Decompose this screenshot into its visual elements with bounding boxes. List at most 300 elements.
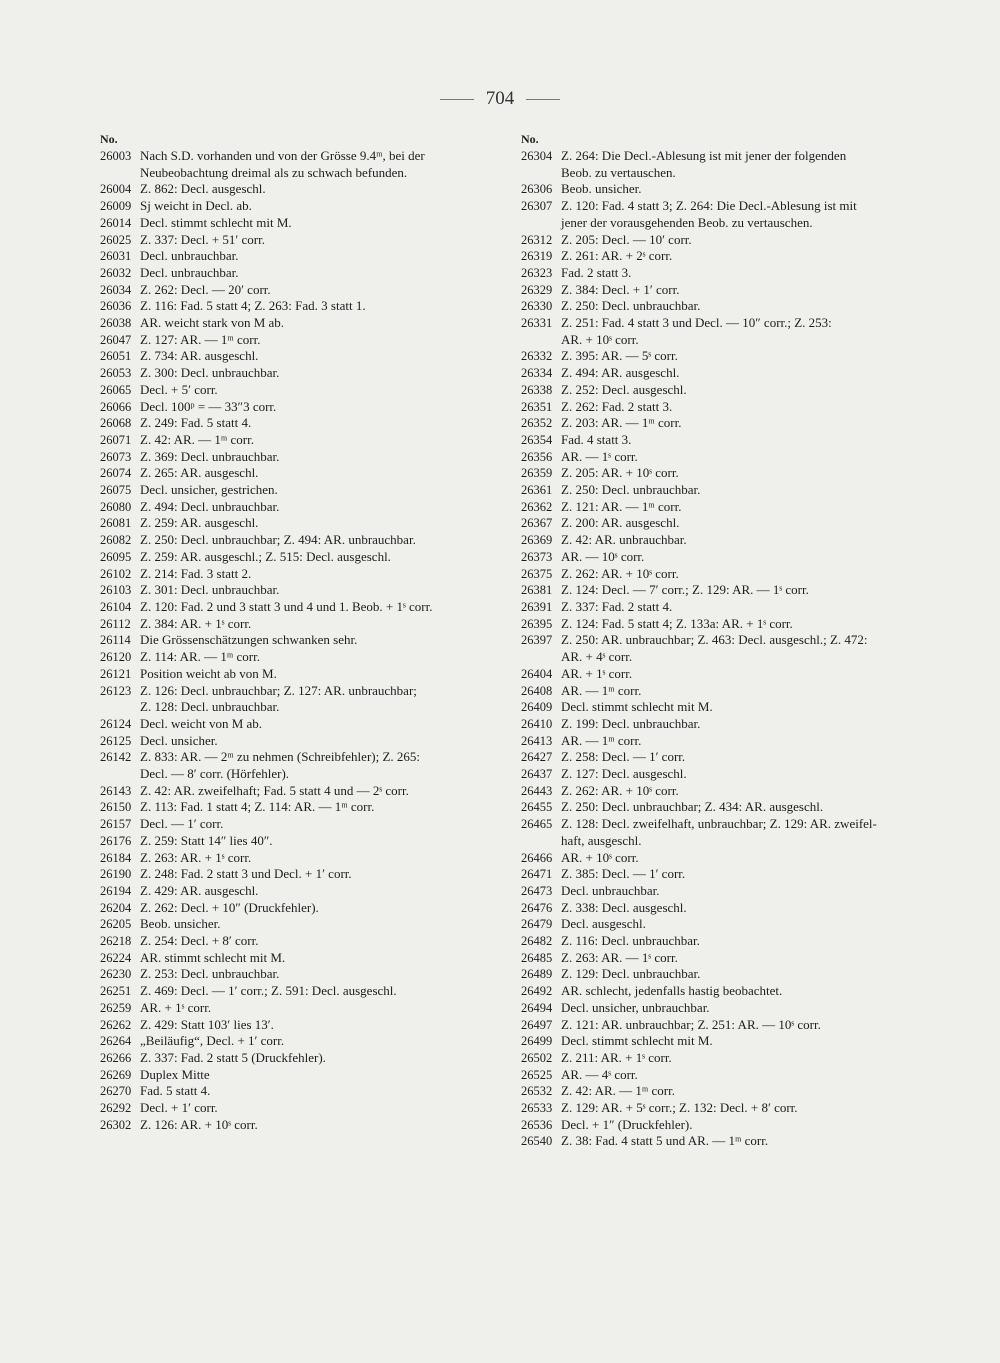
- note-entry: [521, 632, 923, 665]
- note-entry: [521, 566, 923, 583]
- note-line: Z. 124: Fad. 5 statt 4; Z. 133a: AR. + 1ˢ corr.: [561, 615, 793, 631]
- star-number: 26332: [521, 349, 553, 364]
- star-number: 26369: [521, 533, 553, 548]
- star-number: 26103: [100, 583, 132, 598]
- note-line: Z. 42: AR. — 1ᵐ corr.: [561, 1083, 675, 1099]
- note-text: [140, 616, 500, 633]
- note-entry: [100, 1050, 500, 1067]
- note-text: [140, 599, 500, 616]
- note-entry: [521, 866, 923, 883]
- note-line: Z. 250: Decl. unbrauchbar.: [561, 298, 701, 314]
- note-entry: [521, 549, 923, 566]
- note-line: Z. 254: Decl. + 8′ corr.: [140, 933, 259, 949]
- star-number: 26476: [521, 900, 553, 915]
- note-line: Z. 262: AR. + 10ˢ corr.: [561, 565, 679, 581]
- right-column-header: No.: [521, 132, 539, 146]
- note-line: haft, ausgeschl.: [561, 832, 642, 848]
- note-entry: [100, 1117, 500, 1134]
- note-line: Decl. + 1″ (Druckfehler).: [561, 1116, 693, 1132]
- note-line: Decl. stimmt schlecht mit M.: [140, 214, 292, 230]
- note-line: Z. 128: Decl. unbrauchbar.: [140, 699, 280, 715]
- note-entry: [521, 766, 923, 783]
- star-number: 26408: [521, 683, 553, 698]
- note-entry: [100, 198, 500, 215]
- note-line: Z. 129: Decl. unbrauchbar.: [561, 966, 701, 982]
- note-line: Z. 126: AR. + 10ˢ corr.: [140, 1116, 258, 1132]
- note-entry: [521, 816, 923, 849]
- note-line: Z. 121: AR. unbrauchbar; Z. 251: AR. — 10ˢ corr.: [561, 1016, 821, 1032]
- note-line: AR. + 1ˢ corr.: [561, 665, 633, 681]
- note-line: Z. 127: Decl. ausgeschl.: [561, 766, 687, 782]
- note-text: [140, 181, 500, 198]
- note-line: Z. 369: Decl. unbrauchbar.: [140, 448, 280, 464]
- note-entry: [521, 181, 923, 198]
- note-text: [561, 1000, 923, 1017]
- star-number: 26009: [100, 199, 132, 214]
- page-header: [0, 88, 1000, 110]
- star-number: 26104: [100, 599, 132, 614]
- note-line: AR. stimmt schlecht mit M.: [140, 949, 286, 965]
- star-number: 26230: [100, 967, 132, 982]
- star-number: 26354: [521, 432, 553, 447]
- note-entry: [521, 482, 923, 499]
- note-entry: [100, 232, 500, 249]
- note-entry: [100, 532, 500, 549]
- note-line: Duplex Mitte: [140, 1066, 210, 1082]
- note-entry: [521, 616, 923, 633]
- note-text: [561, 399, 923, 416]
- note-entry: [521, 232, 923, 249]
- note-text: [561, 683, 923, 700]
- note-entry: [100, 248, 500, 265]
- note-text: [561, 482, 923, 499]
- note-text: [561, 432, 923, 449]
- note-entry: [521, 298, 923, 315]
- star-number: 26381: [521, 583, 553, 598]
- note-text: [140, 549, 500, 566]
- star-number: 26306: [521, 182, 553, 197]
- note-text: [140, 1017, 500, 1034]
- note-line: Z. 211: AR. + 1ˢ corr.: [561, 1049, 672, 1065]
- note-text: [140, 348, 500, 365]
- note-entry: [100, 1100, 500, 1117]
- note-text: [561, 465, 923, 482]
- star-number: 26471: [521, 867, 553, 882]
- note-entry: [100, 816, 500, 833]
- note-entry: [100, 599, 500, 616]
- note-entry: [100, 916, 500, 933]
- note-entry: [100, 382, 500, 399]
- note-entry: [100, 933, 500, 950]
- note-text: [561, 232, 923, 249]
- note-line: Z. 205: Decl. — 10′ corr.: [561, 231, 692, 247]
- star-number: 26497: [521, 1017, 553, 1032]
- note-text: [140, 482, 500, 499]
- left-column: [100, 130, 500, 1133]
- note-text: [561, 799, 923, 816]
- star-number: 26251: [100, 984, 132, 999]
- note-entry: [521, 582, 923, 599]
- note-text: [140, 365, 500, 382]
- note-entry: [100, 415, 500, 432]
- star-number: 26025: [100, 232, 132, 247]
- note-line: Z. 259: Statt 14″ lies 40″.: [140, 832, 273, 848]
- star-number: 26485: [521, 950, 553, 965]
- note-line: Decl. ausgeschl.: [561, 916, 646, 932]
- header-rule-left: [440, 99, 474, 100]
- note-text: [140, 783, 500, 800]
- note-text: [140, 382, 500, 399]
- note-entry: [100, 950, 500, 967]
- note-entry: [521, 733, 923, 750]
- note-text: [561, 148, 923, 181]
- star-number: 26331: [521, 316, 553, 331]
- star-number: 26224: [100, 950, 132, 965]
- star-number: 26036: [100, 299, 132, 314]
- note-line: Z. 250: Decl. unbrauchbar.: [561, 482, 701, 498]
- note-line: Decl. unbrauchbar.: [140, 248, 239, 264]
- note-entry: [100, 683, 500, 716]
- note-line: Z. 42: AR. zweifelhaft; Fad. 5 statt 4 und — 2ˢ corr.: [140, 782, 409, 798]
- note-entry: [521, 348, 923, 365]
- note-line: Z. 250: AR. unbrauchbar; Z. 463: Decl. ausgeschl.; Z. 472:: [561, 632, 868, 648]
- star-number: 26269: [100, 1067, 132, 1082]
- star-number: 26540: [521, 1134, 553, 1149]
- note-line: Z. 199: Decl. unbrauchbar.: [561, 715, 701, 731]
- note-entry: [100, 332, 500, 349]
- star-number: 26356: [521, 449, 553, 464]
- star-number: 26143: [100, 783, 132, 798]
- star-number: 26266: [100, 1050, 132, 1065]
- note-line: Z. 121: AR. — 1ᵐ corr.: [561, 498, 682, 514]
- note-entry: [100, 1067, 500, 1084]
- note-line: Z. 265: AR. ausgeschl.: [140, 465, 259, 481]
- note-text: [140, 733, 500, 750]
- note-entry: [100, 983, 500, 1000]
- star-number: 26465: [521, 817, 553, 832]
- note-entry: [100, 616, 500, 633]
- star-number: 26259: [100, 1000, 132, 1015]
- star-number: 26525: [521, 1067, 553, 1082]
- note-entry: [100, 850, 500, 867]
- star-number: 26047: [100, 332, 132, 347]
- star-number: 26455: [521, 800, 553, 815]
- note-line: AR. — 4ˢ corr.: [561, 1066, 638, 1082]
- note-entry: [521, 382, 923, 399]
- star-number: 26204: [100, 900, 132, 915]
- note-entry: [521, 365, 923, 382]
- note-entry: [100, 632, 500, 649]
- note-entry: [100, 399, 500, 416]
- note-entry: [100, 315, 500, 332]
- star-number: 26351: [521, 399, 553, 414]
- note-line: jener der vorausgehenden Beob. zu vertauschen.: [561, 214, 813, 230]
- note-line: Sj weicht in Decl. ab.: [140, 198, 252, 214]
- star-number: 26304: [521, 149, 553, 163]
- note-entry: [100, 482, 500, 499]
- note-entry: [100, 549, 500, 566]
- note-line: Decl. weicht von M ab.: [140, 715, 263, 731]
- note-text: [561, 816, 923, 849]
- note-line: Position weicht ab von M.: [140, 665, 277, 681]
- star-number: 26362: [521, 499, 553, 514]
- star-number: 26051: [100, 349, 132, 364]
- note-line: Z. 833: AR. — 2ᵐ zu nehmen (Schreibfehler); Z. 265:: [140, 749, 421, 765]
- note-entry: [521, 198, 923, 231]
- star-number: 26262: [100, 1017, 132, 1032]
- note-entry: [100, 749, 500, 782]
- star-number: 26073: [100, 449, 132, 464]
- note-line: Decl. stimmt schlecht mit M.: [561, 1033, 713, 1049]
- note-text: [140, 298, 500, 315]
- note-entry: [521, 799, 923, 816]
- note-text: [140, 432, 500, 449]
- note-text: [561, 883, 923, 900]
- note-line: Fad. 2 statt 3.: [561, 264, 632, 280]
- note-line: Z. 249: Fad. 5 statt 4.: [140, 415, 252, 431]
- note-line: Z. 429: AR. ausgeschl.: [140, 882, 259, 898]
- note-text: [561, 966, 923, 983]
- note-text: [561, 265, 923, 282]
- note-text: [561, 1033, 923, 1050]
- star-number: 26142: [100, 750, 132, 765]
- note-text: [561, 933, 923, 950]
- note-text: [561, 1100, 923, 1117]
- note-line: Z. 259: AR. ausgeschl.; Z. 515: Decl. ausgeschl.: [140, 548, 391, 564]
- note-entry: [100, 449, 500, 466]
- note-text: [140, 449, 500, 466]
- star-number: 26443: [521, 783, 553, 798]
- note-entry: [100, 348, 500, 365]
- star-number: 26066: [100, 399, 132, 414]
- note-text: [561, 699, 923, 716]
- star-number: 26123: [100, 683, 132, 698]
- note-entry: [100, 866, 500, 883]
- note-line: Decl. unsicher.: [140, 732, 218, 748]
- note-line: Z. 494: Decl. unbrauchbar.: [140, 498, 280, 514]
- star-number: 26532: [521, 1084, 553, 1099]
- star-number: 26361: [521, 483, 553, 498]
- right-column: [521, 130, 923, 1150]
- note-text: [561, 783, 923, 800]
- note-text: [561, 532, 923, 549]
- note-text: [140, 1100, 500, 1117]
- note-line: AR. — 10ˢ corr.: [561, 548, 645, 564]
- note-text: [561, 248, 923, 265]
- note-text: [561, 616, 923, 633]
- note-entry: [100, 365, 500, 382]
- note-entry: [100, 900, 500, 917]
- note-text: [561, 866, 923, 883]
- star-number: 26095: [100, 549, 132, 564]
- note-text: [561, 916, 923, 933]
- note-entry: [100, 566, 500, 583]
- left-column-header: No.: [100, 132, 118, 146]
- note-line: Z. 248: Fad. 2 statt 3 und Decl. + 1′ corr.: [140, 866, 352, 882]
- star-number: 26270: [100, 1084, 132, 1099]
- star-number: 26218: [100, 934, 132, 949]
- star-number: 26367: [521, 516, 553, 531]
- star-number: 26352: [521, 416, 553, 431]
- star-number: 26307: [521, 199, 553, 214]
- note-entry: [521, 850, 923, 867]
- note-entry: [521, 699, 923, 716]
- note-entry: [521, 916, 923, 933]
- note-text: [561, 850, 923, 867]
- note-text: [140, 399, 500, 416]
- note-entry: [521, 1083, 923, 1100]
- note-entry: [521, 432, 923, 449]
- note-text: [140, 950, 500, 967]
- note-entry: [521, 532, 923, 549]
- note-entry: [100, 215, 500, 232]
- star-number: 26003: [100, 149, 132, 163]
- note-entry: [100, 966, 500, 983]
- page-number: 704: [485, 88, 515, 109]
- note-entry: [100, 582, 500, 599]
- note-line: Z. 385: Decl. — 1′ corr.: [561, 866, 686, 882]
- note-entry: [100, 799, 500, 816]
- note-text: [140, 983, 500, 1000]
- note-text: [561, 282, 923, 299]
- note-entry: [521, 950, 923, 967]
- star-number: 26373: [521, 549, 553, 564]
- star-number: 26080: [100, 499, 132, 514]
- star-number: 26473: [521, 883, 553, 898]
- star-number: 26312: [521, 232, 553, 247]
- note-line: AR. + 10ˢ corr.: [561, 849, 639, 865]
- note-text: [140, 916, 500, 933]
- note-line: Decl. 100ᵖ = — 33″3 corr.: [140, 398, 277, 414]
- note-line: Z. 128: Decl. zweifelhaft, unbrauchbar; Z. 129: AR. zweifel-: [561, 816, 877, 832]
- star-number: 26157: [100, 817, 132, 832]
- note-line: AR. + 1ˢ corr.: [140, 999, 212, 1015]
- star-number: 26323: [521, 265, 553, 280]
- note-line: Z. 429: Statt 103′ lies 13′.: [140, 1016, 274, 1032]
- note-text: [561, 900, 923, 917]
- note-entry: [521, 683, 923, 700]
- star-number: 26302: [100, 1117, 132, 1132]
- star-number: 26176: [100, 833, 132, 848]
- star-number: 26125: [100, 733, 132, 748]
- note-text: [561, 365, 923, 382]
- star-number: 26031: [100, 249, 132, 264]
- star-number: 26120: [100, 650, 132, 665]
- star-number: 26124: [100, 716, 132, 731]
- star-number: 26194: [100, 883, 132, 898]
- note-text: [561, 1117, 923, 1134]
- star-number: 26071: [100, 432, 132, 447]
- note-entry: [100, 282, 500, 299]
- star-number: 26292: [100, 1101, 132, 1116]
- note-line: Z. 469: Decl. — 1′ corr.; Z. 591: Decl. ausgeschl.: [140, 983, 397, 999]
- star-number: 26482: [521, 934, 553, 949]
- note-line: Z. 862: Decl. ausgeschl.: [140, 181, 266, 197]
- note-line: Beob. unsicher.: [561, 181, 642, 197]
- note-line: Z. 262: Decl. — 20′ corr.: [140, 281, 271, 297]
- star-number: 26330: [521, 299, 553, 314]
- note-text: [561, 733, 923, 750]
- note-line: Z. 263: AR. — 1ˢ corr.: [561, 949, 678, 965]
- note-text: [561, 582, 923, 599]
- star-number: 26112: [100, 616, 131, 631]
- note-text: [140, 749, 500, 782]
- note-line: Z. 129: AR. + 5ˢ corr.; Z. 132: Decl. + 8′ corr.: [561, 1100, 798, 1116]
- note-text: [561, 415, 923, 432]
- note-text: [140, 148, 500, 181]
- star-number: 26395: [521, 616, 553, 631]
- note-text: [140, 666, 500, 683]
- note-text: [140, 248, 500, 265]
- note-text: [140, 649, 500, 666]
- note-line: Decl. stimmt schlecht mit M.: [561, 699, 713, 715]
- note-entry: [100, 432, 500, 449]
- note-line: Z. 395: AR. — 5ˢ corr.: [561, 348, 678, 364]
- note-text: [140, 850, 500, 867]
- note-text: [561, 1083, 923, 1100]
- note-line: Z. 259: AR. ausgeschl.: [140, 515, 259, 531]
- note-text: [140, 1083, 500, 1100]
- note-entry: [100, 883, 500, 900]
- note-entry: [521, 1133, 923, 1150]
- star-number: 26427: [521, 750, 553, 765]
- note-text: [140, 933, 500, 950]
- note-text: [561, 1050, 923, 1067]
- note-line: Z. 120: Fad. 4 statt 3; Z. 264: Die Decl.-Ablesung ist mit: [561, 198, 857, 214]
- note-line: Z. 337: Fad. 2 statt 4.: [561, 598, 673, 614]
- star-number: 26410: [521, 716, 553, 731]
- note-text: [561, 449, 923, 466]
- star-number: 26499: [521, 1034, 553, 1049]
- star-number: 26032: [100, 265, 132, 280]
- note-entry: [521, 515, 923, 532]
- note-line: Z. 250: Decl. unbrauchbar; Z. 434: AR. ausgeschl.: [561, 799, 824, 815]
- note-text: [561, 1017, 923, 1034]
- note-text: [140, 532, 500, 549]
- note-entry: [521, 983, 923, 1000]
- note-line: Decl. unbrauchbar.: [140, 264, 239, 280]
- note-line: Beob. zu vertauschen.: [561, 164, 676, 180]
- note-line: Die Grössenschätzungen schwanken sehr.: [140, 632, 358, 648]
- note-entry: [521, 265, 923, 282]
- star-number: 26409: [521, 700, 553, 715]
- note-line: Decl. — 1′ corr.: [140, 816, 224, 832]
- note-text: [140, 315, 500, 332]
- note-line: Z. 337: Decl. + 51′ corr.: [140, 231, 265, 247]
- note-entry: [521, 933, 923, 950]
- note-line: Z. 384: Decl. + 1′ corr.: [561, 281, 680, 297]
- star-number: 26075: [100, 483, 132, 498]
- note-line: Z. 203: AR. — 1ᵐ corr.: [561, 415, 682, 431]
- star-number: 26114: [100, 633, 131, 648]
- note-line: AR. — 1ˢ corr.: [561, 448, 638, 464]
- note-text: [561, 632, 923, 665]
- star-number: 26038: [100, 316, 132, 331]
- note-text: [140, 198, 500, 215]
- note-entry: [521, 900, 923, 917]
- note-text: [140, 465, 500, 482]
- note-entry: [100, 733, 500, 750]
- note-text: [561, 716, 923, 733]
- star-number: 26102: [100, 566, 132, 581]
- note-text: [561, 315, 923, 348]
- star-number: 26533: [521, 1101, 553, 1116]
- note-entry: [521, 1117, 923, 1134]
- note-text: [561, 1067, 923, 1084]
- star-number: 26082: [100, 533, 132, 548]
- note-line: Decl. — 8′ corr. (Hörfehler).: [140, 766, 290, 782]
- star-number: 26479: [521, 917, 553, 932]
